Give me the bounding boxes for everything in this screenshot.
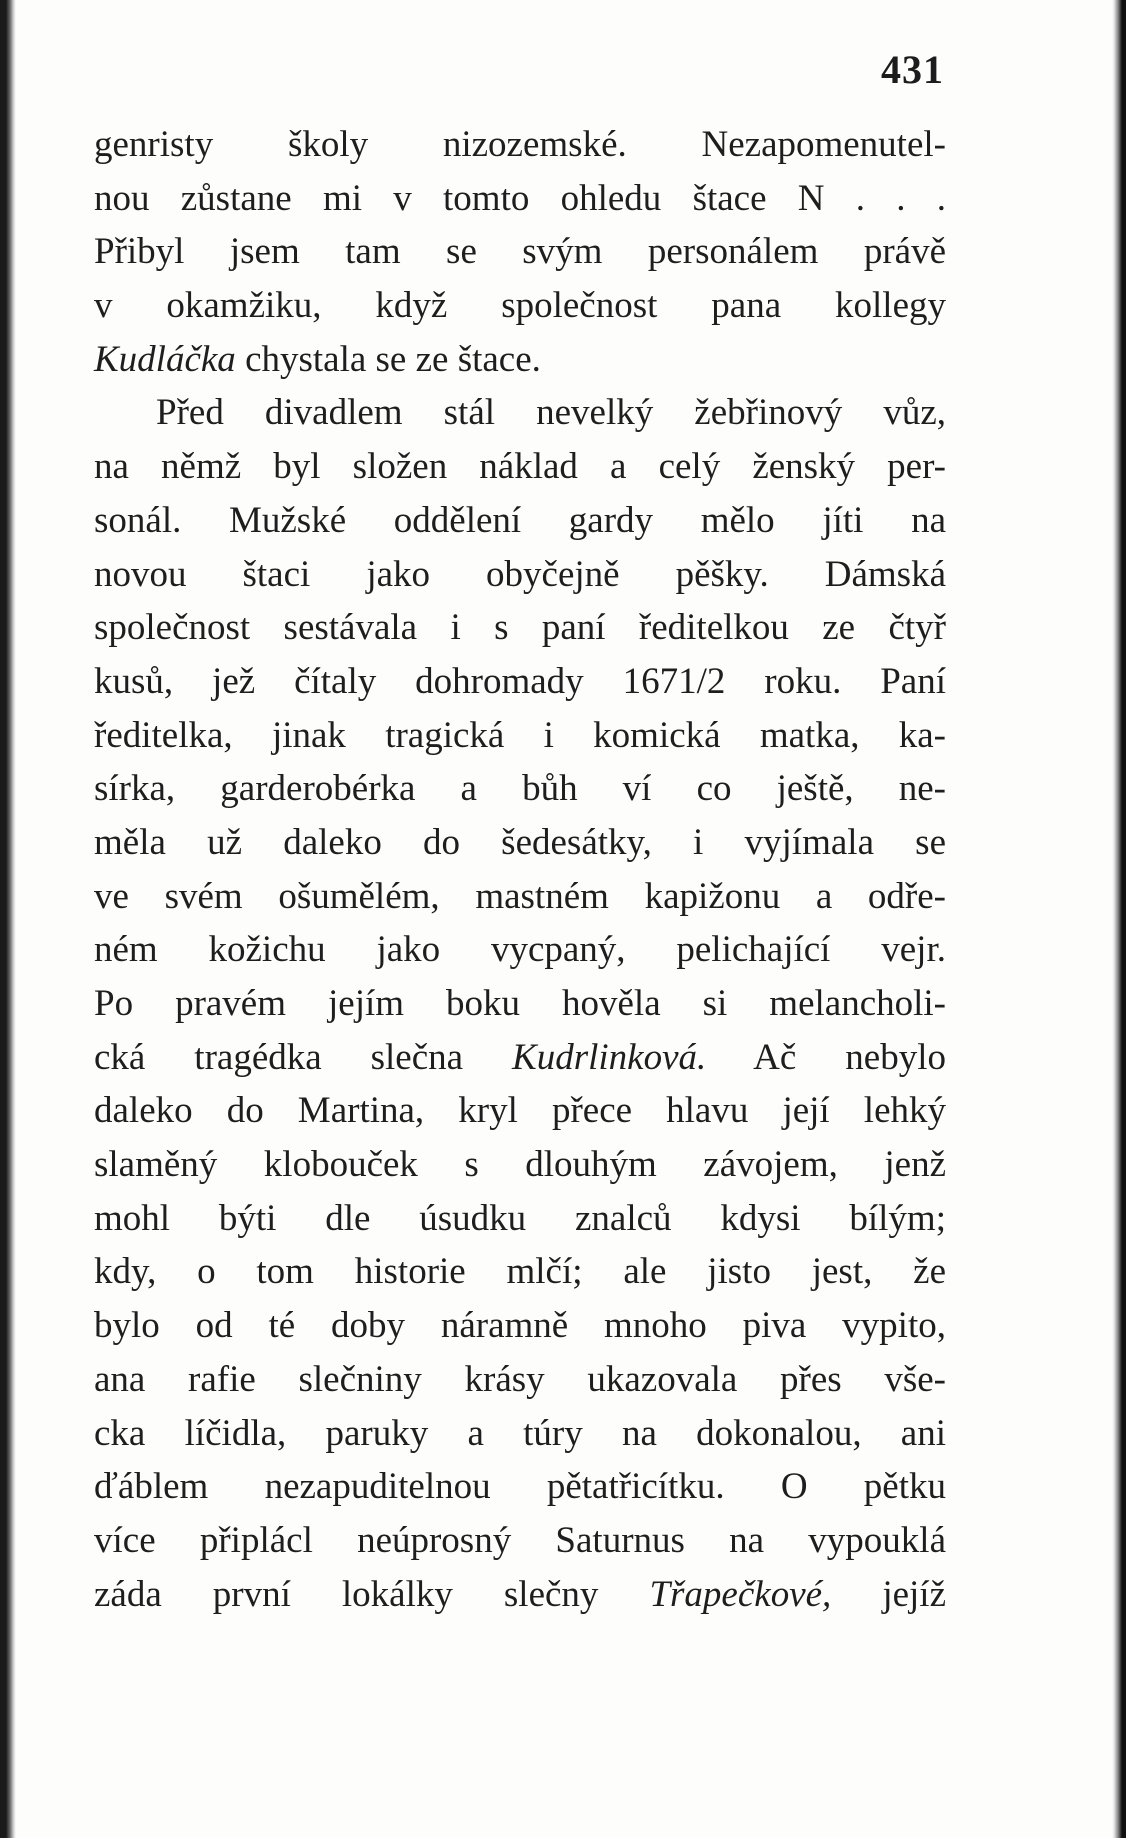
text-segment: sonál. Mužské oddělení gardy mělo jíti na [94,499,946,541]
text-line [94,1245,946,1299]
text-segment: genristy školy nizozemské. Nezapomenutel- [94,124,946,165]
text-line [94,172,946,226]
text-line [94,655,946,709]
body-text [94,118,946,1621]
text-segment: Před divadlem stál nevelký žebřinový vůz, [156,392,946,434]
text-segment: na němž byl složen náklad a celý ženský per- [94,446,946,488]
text-segment: ve svém ošumělém, mastném kapižonu a odře- [94,875,946,917]
italic-name: Kudláčka [94,338,236,380]
text-segment: kusů, jež čítaly dohromady 167 [94,660,679,702]
text-segment: jejíž [831,1573,946,1615]
text-segment: Ač nebylo [706,1036,946,1078]
text-segment: novou štaci jako obyčejně pěšky. Dámská [94,553,946,595]
text-line [94,923,946,977]
text-segment: cka líčidla, paruky a túry na dokonalou, ani [94,1412,946,1454]
text-line [94,1299,946,1353]
text-segment: daleko do Martina, kryl přece hlavu její lehký [94,1090,946,1132]
text-line [94,816,946,870]
text-line [94,1138,946,1192]
text-line [94,1460,946,1514]
text-segment: více připlácl neúprosný Saturnus na vypouklá [94,1519,946,1561]
text-line [94,279,946,333]
text-segment: měla už daleko do šedesátky, i vyjímala se [94,821,946,863]
text-segment: v okamžiku, když společnost pana kollegy [94,285,946,327]
text-segment: sírka, garderobérka a bůh ví co ještě, ne- [94,768,946,810]
page-right-edge-shadow [1112,0,1126,1838]
text-line [94,1031,946,1085]
text-line [94,709,946,763]
text-line [94,870,946,924]
text-line [94,1192,946,1246]
text-segment: nou zůstane mi v tomto ohledu štace N . . . [94,177,946,219]
text-line [94,1407,946,1461]
text-segment: cká tragédka slečna [94,1036,513,1078]
text-segment: slaměný klobouček s dlouhým závojem, jenž [94,1144,946,1186]
page-number: 431 [881,47,944,92]
fraction: 1/2 [678,660,726,702]
text-segment: bylo od té doby náramně mnoho piva vypito, [94,1305,946,1347]
text-segment: ďáblem nezapuditelnou pětatřicítku. O pětku [94,1466,946,1508]
text-line [94,225,946,279]
text-segment: mohl býti dle úsudku znalců kdysi bílým; [94,1197,946,1239]
text-segment: ana rafie slečniny krásy ukazovala přes vše- [94,1358,946,1400]
italic-name: Třapečkové, [649,1573,832,1615]
text-line [94,1514,946,1568]
text-line [94,977,946,1031]
text-segment: společnost sestávala i s paní ředitelkou ze čtyř [94,607,946,649]
text-segment: ředitelka, jinak tragická i komická matka, ka- [94,714,946,756]
text-line [94,1353,946,1407]
text-line [94,1084,946,1138]
text-line [94,494,946,548]
text-segment: roku. Paní [725,660,947,702]
text-segment: kdy, o tom historie mlčí; ale jisto jest, že [94,1251,946,1293]
text-line [94,333,946,387]
text-segment: ném kožichu jako vycpaný, pelichající vejr. [94,929,946,971]
text-line [94,1568,946,1622]
page-left-edge-shadow [0,0,16,1838]
text-segment: Po pravém jejím boku hověla si melancholi- [94,983,946,1024]
text-line [94,440,946,494]
text-line [94,386,946,440]
italic-name: Kudrlinková. [512,1036,707,1078]
text-segment: záda první lokálky slečny [94,1573,650,1615]
text-line [94,762,946,816]
text-segment: chystala se ze štace. [235,338,541,380]
text-line [94,601,946,655]
text-segment: Přibyl jsem tam se svým personálem právě [94,231,946,273]
text-line [94,118,946,172]
text-line [94,548,946,602]
